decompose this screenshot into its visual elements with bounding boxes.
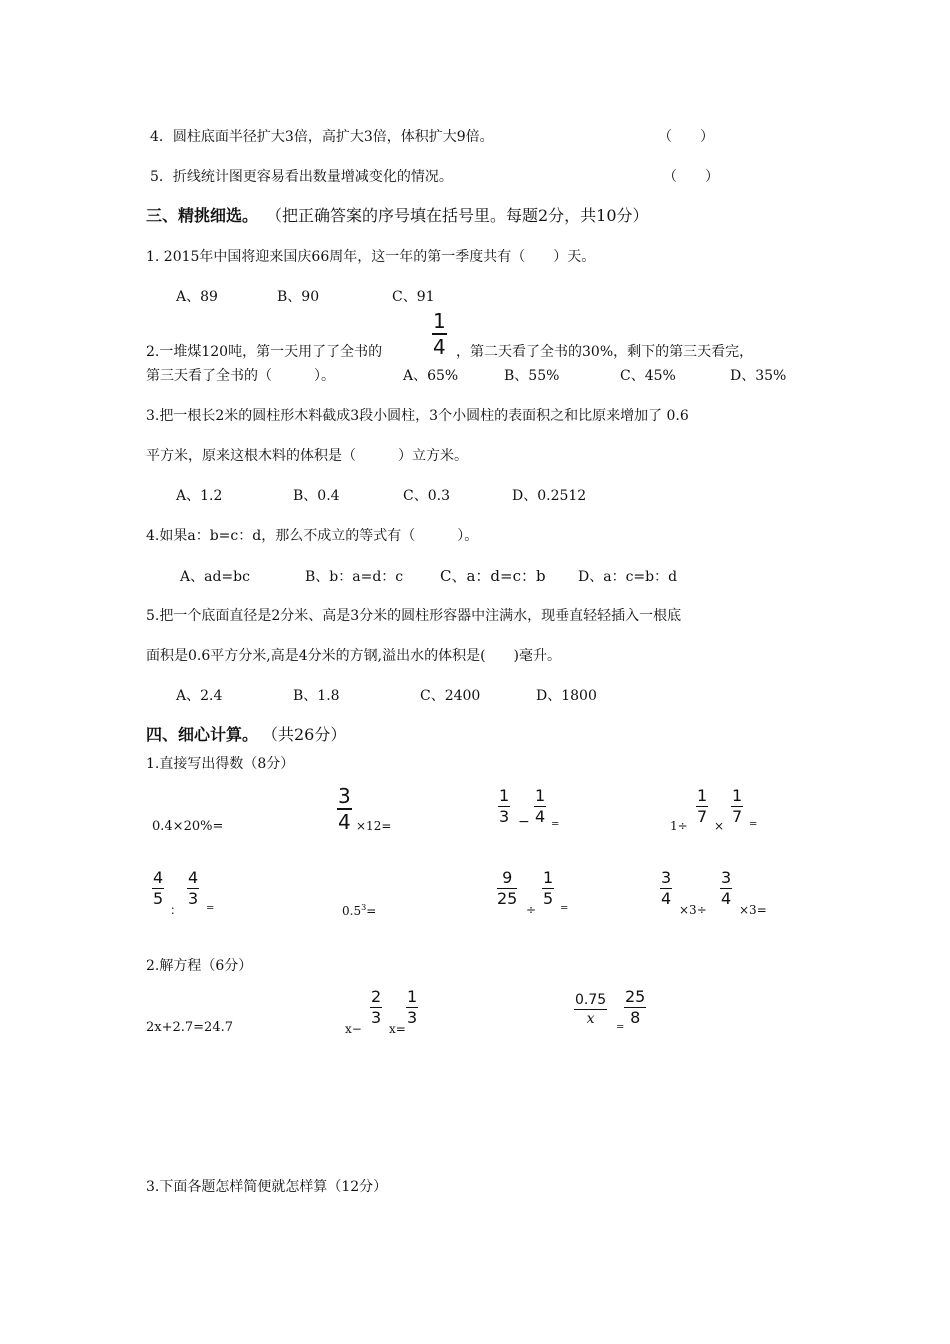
- calc-expr-2-rest: ×12=: [356, 819, 392, 833]
- question-5-line1: 5.把一个底面直径是2分米、高是3分米的圆柱形容器中注满水，现垂直轻轻插入一根底: [146, 608, 682, 624]
- section-title: 三、精挑细选。: [146, 206, 259, 225]
- fraction: $\frac{9}{25}$: [497, 868, 518, 908]
- option: D、35%: [730, 368, 787, 384]
- option: D、1800: [536, 688, 597, 704]
- calc-expr-4-prefix: 1÷: [670, 819, 688, 833]
- section-note: （把正确答案的序号填在括号里。每题2分，共10分）: [266, 206, 649, 225]
- equals-sign: =: [366, 904, 377, 918]
- calc-expr-8-end: ×3=: [739, 903, 767, 917]
- fraction: $\frac{1}{4}$: [535, 786, 546, 826]
- option: A、65%: [403, 368, 459, 384]
- power-base: 0.5: [342, 904, 362, 918]
- power-exponent: 3: [361, 903, 367, 912]
- times-sign: ×: [714, 819, 725, 833]
- answer-paren: （ ）: [658, 129, 714, 145]
- question-2-line1-cont: ，第二天看了全书的30%，剩下的第三天看完，: [456, 344, 754, 360]
- option: C、91: [392, 289, 435, 305]
- equals-sign: =: [616, 1022, 625, 1033]
- option: A、2.4: [176, 688, 223, 704]
- part-2-title: 2.解方程（6分）: [146, 958, 253, 974]
- option: A、1.2: [176, 488, 223, 504]
- option: C、a：d=c：b: [440, 567, 546, 585]
- equals-sign: =: [206, 903, 215, 914]
- option: B、55%: [504, 368, 560, 384]
- option: B、b：a=d：c: [305, 569, 404, 585]
- question-4: 4.如果a：b=c：d，那么不成立的等式有（ ）。: [146, 528, 479, 544]
- judge-item-5: 5．折线统计图更容易看出数量增减变化的情况。: [150, 169, 453, 185]
- option: C、0.3: [403, 488, 450, 504]
- fraction: $\frac{0.75}{x}$: [575, 992, 607, 1027]
- question-1: 1. 2015年中国将迎来国庆66周年，这一年的第一季度共有（ ）天。: [146, 249, 596, 265]
- question-2-line2: 第三天看了全书的（ ）。: [146, 368, 335, 384]
- equation-1: 2x+2.7=24.7: [146, 1020, 234, 1035]
- fraction: $\frac{1}{4}$: [433, 309, 446, 359]
- fraction: $\frac{3}{4}$: [661, 868, 672, 908]
- fraction: $\frac{4}{3}$: [188, 868, 199, 908]
- option: C、2400: [420, 688, 481, 704]
- question-3-line1: 3.把一根长2米的圆柱形木料截成3段小圆柱，3个小圆柱的表面积之和比原来增加了 0.6: [146, 408, 689, 424]
- question-3-line2: 平方米，原来这根木料的体积是（ ）立方米。: [146, 448, 468, 464]
- section-note: （共26分）: [262, 725, 347, 744]
- calc-expr-6: [342, 904, 376, 917]
- option: D、0.2512: [512, 488, 587, 504]
- fraction: $\frac{1}{5}$: [543, 868, 554, 908]
- divide-sign: ÷: [526, 903, 537, 917]
- fraction: $\frac{3}{4}$: [338, 784, 351, 834]
- fraction: $\frac{1}{7}$: [697, 786, 708, 826]
- fraction: $\frac{4}{5}$: [153, 868, 164, 908]
- question-5-line2: 面积是0.6平方分米,高是4分米的方钢,溢出水的体积是( )毫升。: [146, 648, 561, 664]
- fraction: $\frac{1}{3}$: [407, 987, 418, 1027]
- option: D、a：c=b：d: [578, 569, 678, 585]
- option: C、45%: [620, 368, 676, 384]
- fraction: $\frac{2}{3}$: [371, 987, 382, 1027]
- equals-sign: =: [749, 819, 758, 830]
- question-2-line1: 2.一堆煤120吨，第一天用了了全书的: [146, 344, 383, 360]
- option: B、1.8: [293, 688, 340, 704]
- part-3-title: 3.下面各题怎样简便就怎样算（12分）: [146, 1179, 388, 1195]
- judge-item-4: 4．圆柱底面半径扩大3倍，高扩大3倍，体积扩大9倍。: [150, 129, 494, 145]
- option: A、ad=bc: [180, 569, 250, 585]
- answer-paren: （ ）: [663, 169, 719, 185]
- option: A、89: [176, 289, 218, 305]
- calc-expr-1: 0.4×20%=: [152, 819, 224, 834]
- section-title: 四、细心计算。: [146, 725, 259, 744]
- fraction: $\frac{25}{8}$: [625, 987, 646, 1027]
- equals-sign: =: [560, 903, 569, 914]
- ratio-sign: ：: [170, 903, 183, 917]
- fraction: $\frac{1}{3}$: [499, 786, 510, 826]
- fraction: $\frac{1}{7}$: [732, 786, 743, 826]
- option: B、0.4: [293, 488, 340, 504]
- calc-expr-8-middle: ×3÷: [679, 903, 707, 917]
- equation-2-prefix: x−: [345, 1022, 362, 1036]
- part-1-title: 1.直接写出得数（8分）: [146, 756, 295, 772]
- fraction: $\frac{3}{4}$: [721, 868, 732, 908]
- equation-2-middle: x=: [389, 1022, 406, 1036]
- equals-sign: =: [551, 819, 560, 830]
- option: B、90: [277, 289, 320, 305]
- minus-sign: −: [518, 814, 530, 830]
